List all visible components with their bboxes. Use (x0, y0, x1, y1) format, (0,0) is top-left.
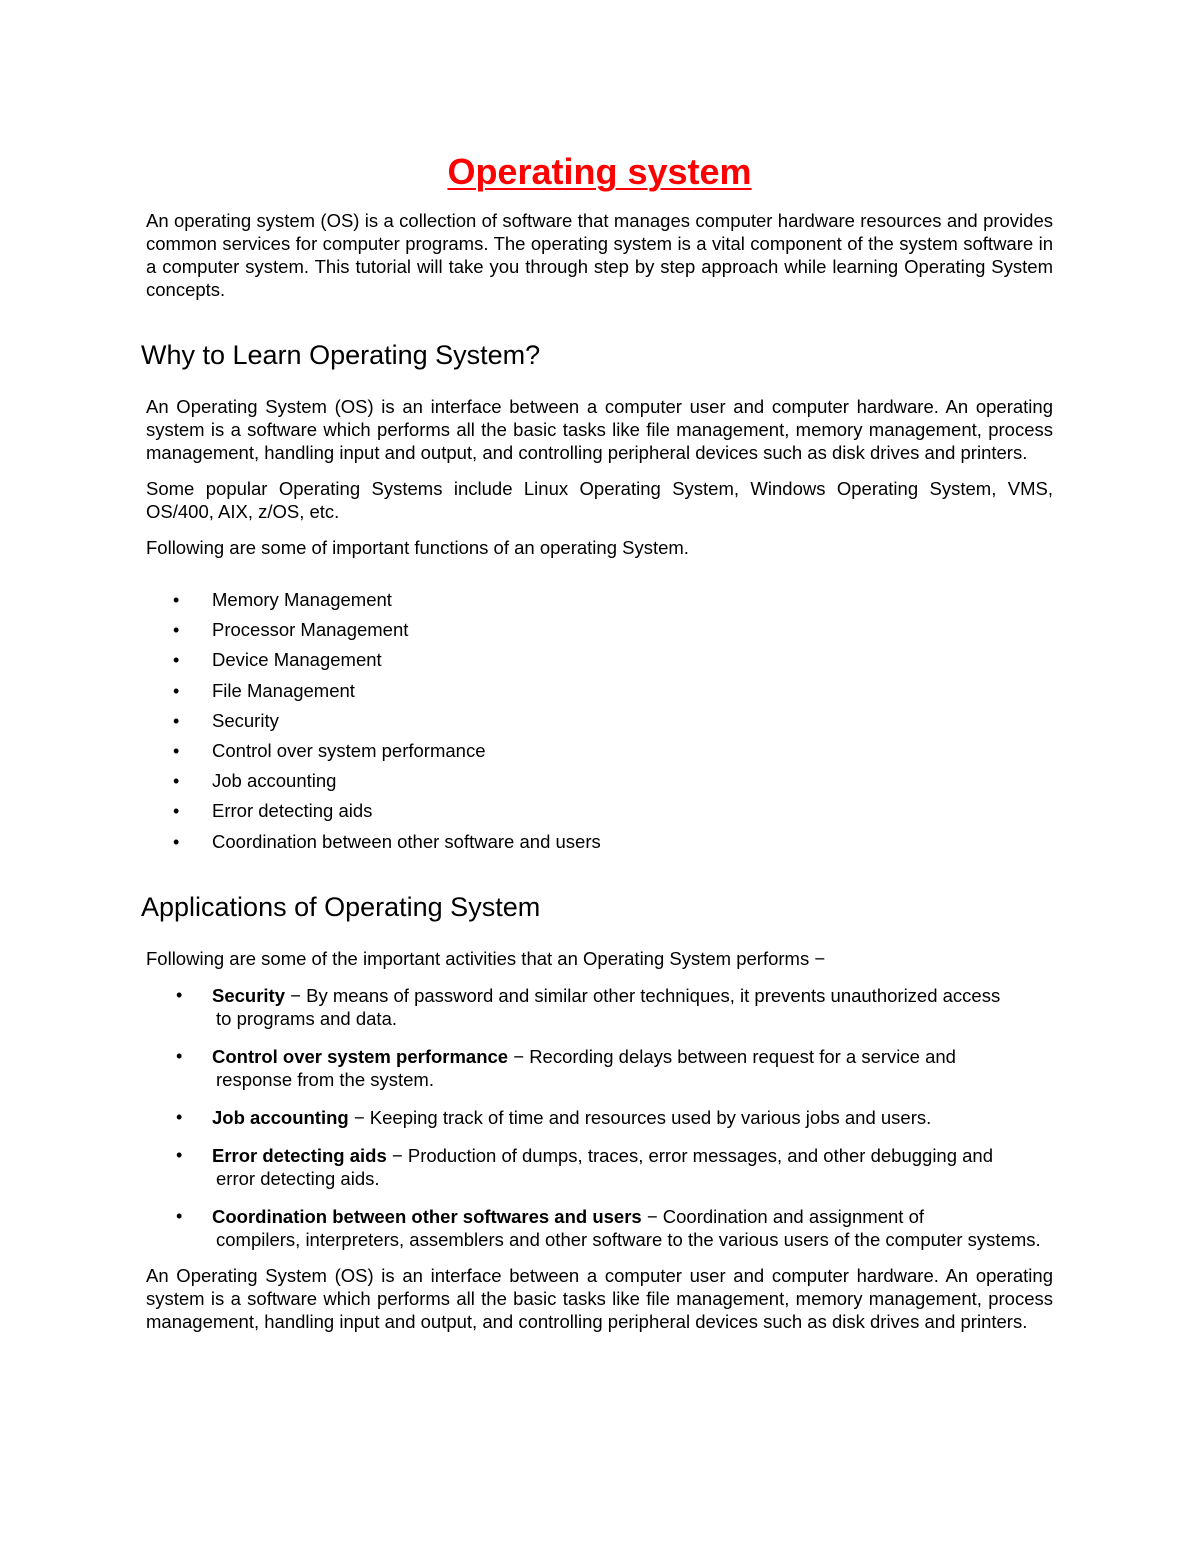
intro-paragraph: An operating system (OS) is a collection of software that manages computer hardware resources and provides common services for computer programs. The operating system is a vital component of the system software in a computer system. This tutorial will take you through step by step approach while learning Operating System concepts. (146, 210, 1053, 300)
bullet-icon: • (176, 984, 183, 1005)
bullet-icon: • (173, 620, 180, 641)
bullet-icon: • (176, 1205, 183, 1226)
activity-term: Coordination between other softwares and users (212, 1205, 642, 1227)
list-item: • Error detecting aids (146, 796, 1053, 826)
activity-term: Control over system performance (212, 1045, 509, 1067)
list-item: • Security (146, 706, 1053, 736)
list-item: • Control over system performance − Recording delays between request for a service and response from the system. (146, 1045, 1053, 1091)
list-item: • Memory Management (146, 585, 1053, 615)
list-item: • Device Management (146, 645, 1053, 675)
bullet-icon: • (176, 1045, 183, 1066)
functions-list (146, 585, 1053, 857)
bullet-icon: • (173, 741, 180, 762)
list-item: • Job accounting (146, 766, 1053, 796)
list-item: • Job accounting − Keeping track of time and resources used by various jobs and users. (176, 1106, 932, 1128)
list-item: • Control over system performance (146, 736, 1053, 766)
activity-continuation: compilers, interpreters, assemblers and other software to the various users of the computer systems. (216, 1228, 1041, 1250)
activity-term: Job accounting (212, 1106, 349, 1128)
list-item: • Coordination between other softwares and users − Coordination and assignment of compilers, interpreters, assemblers and other software to the various users of the computer systems. (146, 1205, 1053, 1251)
bullet-icon: • (173, 771, 180, 792)
why-paragraph-2: Some popular Operating Systems include Linux Operating System, Windows Operating System, VMS, OS/400, AIX, z/OS, etc. (146, 478, 1053, 522)
bullet-icon: • (176, 1106, 183, 1127)
list-item: • File Management (146, 676, 1053, 706)
why-heading: Why to Learn Operating System? (141, 340, 541, 370)
activity-term: Error detecting aids (212, 1144, 387, 1166)
activities-list (146, 984, 1053, 1251)
applications-heading: Applications of Operating System (141, 891, 541, 922)
why-paragraph-1: An Operating System (OS) is an interface between a computer user and computer hardware. An operating system is a software which performs all the basic tasks like file management, memory management, process management, handling input and output, and controlling peripheral devices such as disk drives and printers. (146, 396, 1053, 463)
bullet-icon: • (173, 801, 180, 822)
why-paragraph-3: Following are some of important functions of an operating System. (146, 537, 689, 558)
bullet-icon: • (173, 590, 180, 610)
list-item: • Security − By means of password and similar other techniques, it prevents unauthorized access to programs and data. (146, 984, 1053, 1030)
document-page (141, 150, 1053, 1333)
bullet-icon: • (173, 710, 180, 731)
activity-continuation: response from the system. (216, 1068, 434, 1090)
bullet-icon: • (173, 680, 180, 701)
list-item: • Coordination between other software and users (146, 827, 1053, 857)
bullet-icon: • (176, 1144, 183, 1165)
list-item: • Error detecting aids − Production of dumps, traces, error messages, and other debugging and error detecting aids. (146, 1144, 1053, 1190)
activity-continuation: to programs and data. (216, 1007, 397, 1029)
applications-intro: Following are some of the important activities that an Operating System performs − (146, 947, 826, 969)
page-title: Operating system (447, 151, 752, 192)
bullet-icon: • (173, 831, 180, 852)
closing-paragraph: An Operating System (OS) is an interface between a computer user and computer hardware. An operating system is a software which performs all the basic tasks like file management, memory management, process management, handling input and output, and controlling peripheral devices such as disk drives and printers. (146, 1264, 1053, 1332)
list-item: • Processor Management (146, 615, 1053, 645)
activity-term: Security (212, 984, 286, 1006)
activity-continuation: error detecting aids. (216, 1167, 380, 1189)
bullet-icon: • (173, 650, 180, 671)
